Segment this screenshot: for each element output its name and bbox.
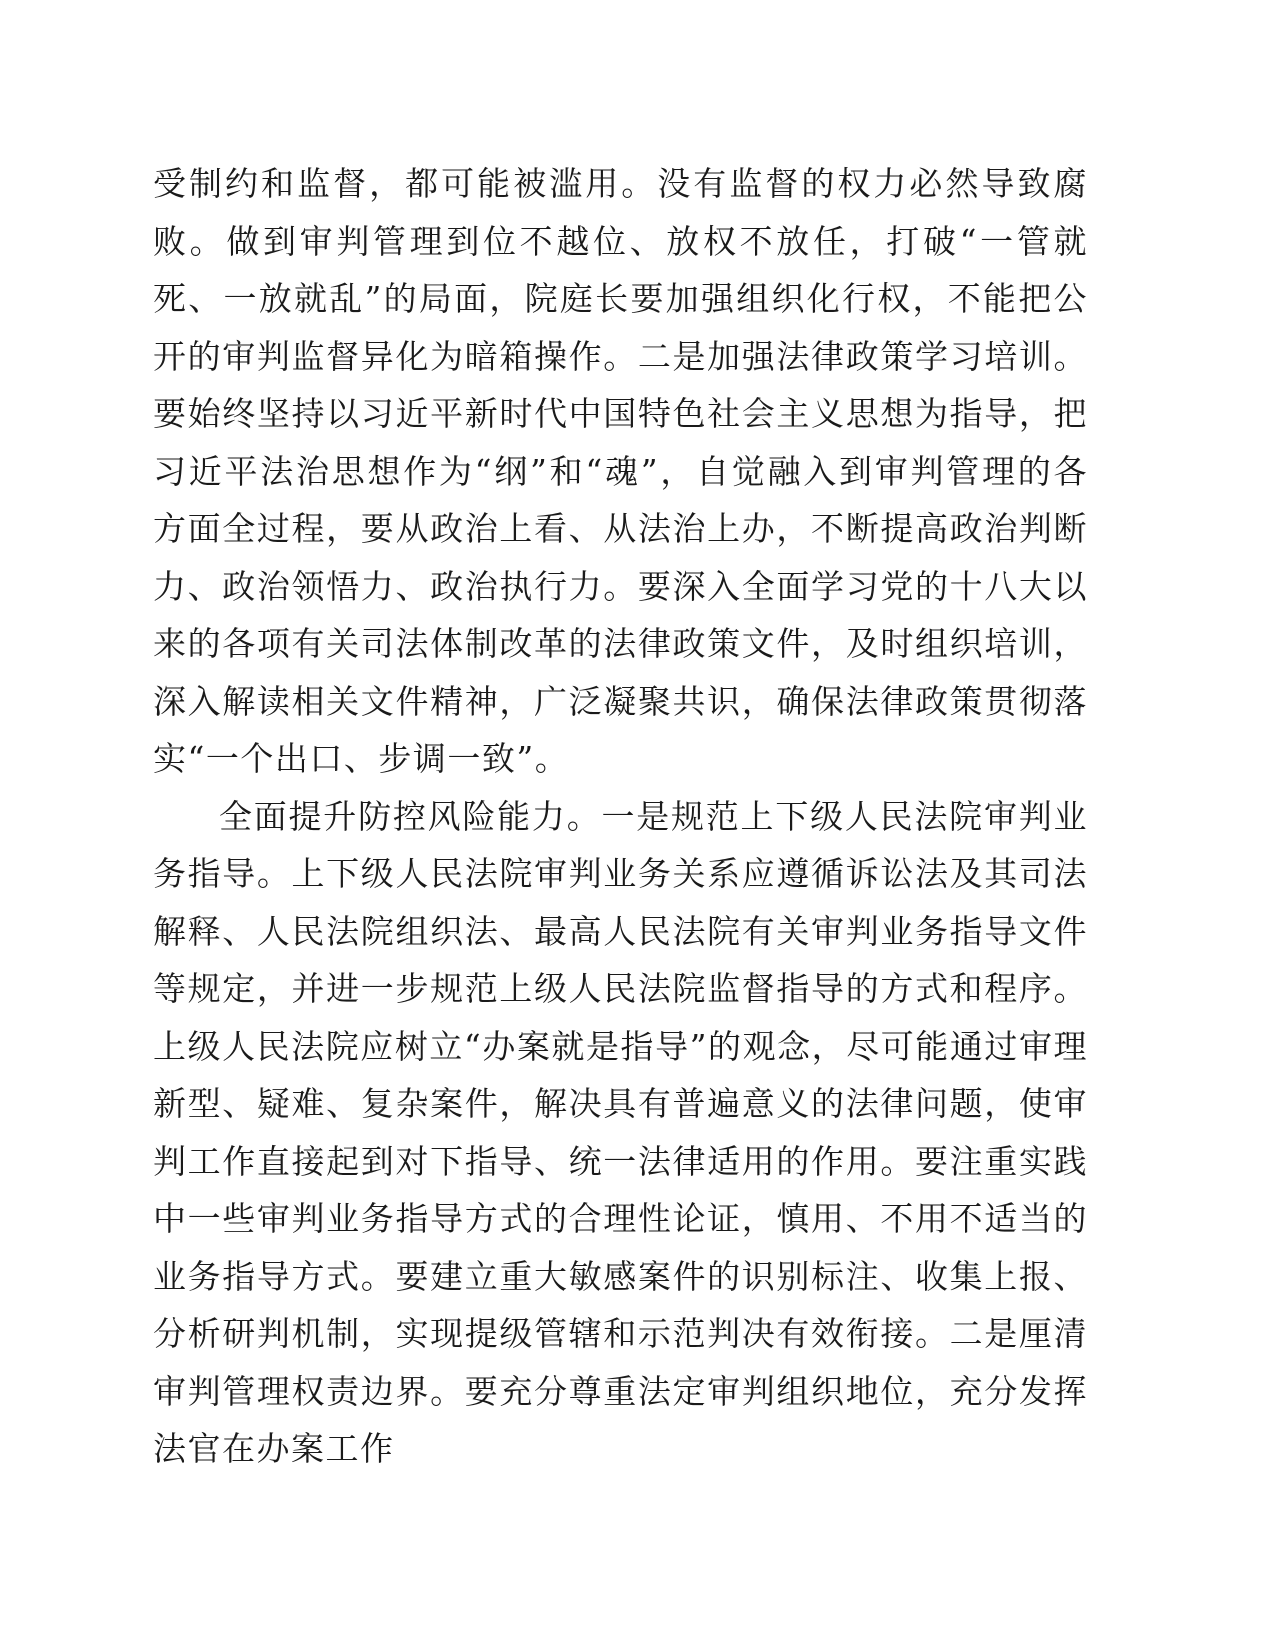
body-text [153,155,1088,1478]
paragraph-2: 全面提升防控风险能力。一是规范上下级人民法院审判业务指导。上下级人民法院审判业务关系应遵循诉讼法及其司法解释、人民法院组织法、最高人民法院有关审判业务指导文件等规定，并进一步规范上级人民法院监督指导的方式和程序。上级人民法院应树立“办案就是指导”的观念，尽可能通过审理新型、疑难、复杂案件，解决具有普遍意义的法律问题，使审判工作直接起到对下指导、统一法律适用的作用。要注重实践中一些审判业务指导方式的合理性论证，慎用、不用不适当的业务指导方式。要建立重大敏感案件的识别标注、收集上报、分析研判机制，实现提级管辖和示范判决有效衔接。二是厘清审判管理权责边界。要充分尊重法定审判组织地位，充分发挥法官在办案工作 [153,796,1088,1468]
paragraph-1: 受制约和监督，都可能被滥用。没有监督的权力必然导致腐败。做到审判管理到位不越位、放权不放任，打破“一管就死、一放就乱”的局面，院庭长要加强组织化行权，不能把公开的审判监督异化为暗箱操作。二是加强法律政策学习培训。要始终坚持以习近平新时代中国特色社会主义思想为指导，把习近平法治思想作为“纲”和“魂”，自觉融入到审判管理的各方面全过程，要从政治上看、从法治上办，不断提高政治判断力、政治领悟力、政治执行力。要深入全面学习党的十八大以来的各项有关司法体制改革的法律政策文件，及时组织培训，深入解读相关文件精神，广泛凝聚共识，确保法律政策贯彻落实“一个出口、步调一致”。 [153,164,1088,778]
